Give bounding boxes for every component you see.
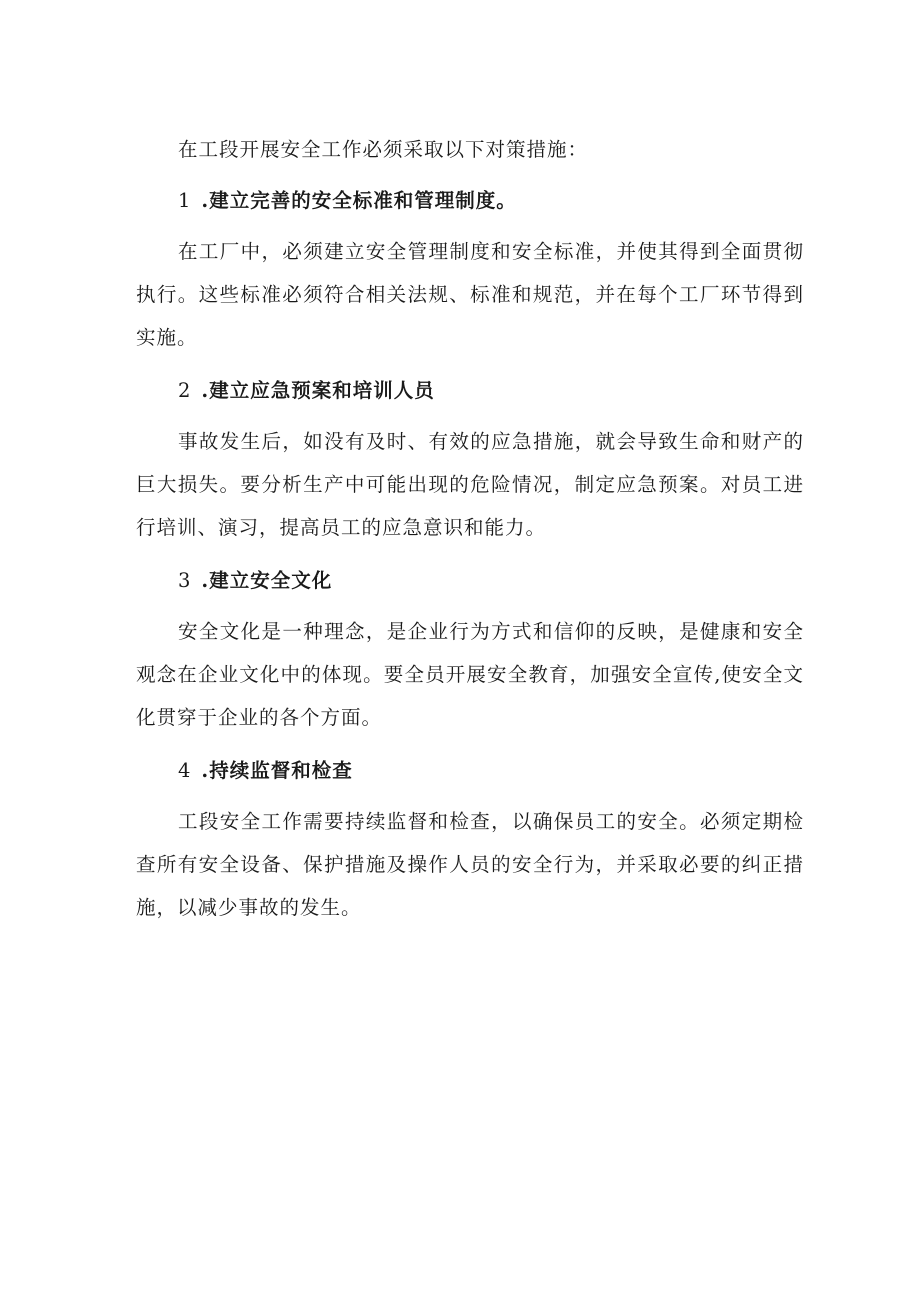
section-title: .建立完善的安全标准和管理制度。 xyxy=(201,189,517,212)
document-body xyxy=(136,128,804,939)
section-2 xyxy=(136,369,804,549)
section-title: .建立应急预案和培训人员 xyxy=(201,379,435,402)
section-body: 工段安全工作需要持续监督和检查，以确保员工的安全。必须定期检查所有安全设备、保护措施及操作人员的安全行为，并采取必要的纠正措施，以减少事故的发生。 xyxy=(136,810,804,919)
section-number: 4 xyxy=(178,759,192,782)
section-number: 1 xyxy=(178,189,192,212)
section-title: .持续监督和检查 xyxy=(201,759,353,782)
section-body: 在工厂中，必须建立安全管理制度和安全标准，并使其得到全面贯彻执行。这些标准必须符合相关法规、标准和规范，并在每个工厂环节得到实施。 xyxy=(136,240,804,349)
intro-paragraph: 在工段开展安全工作必须采取以下对策措施： xyxy=(178,138,589,161)
section-body: 安全文化是一种理念，是企业行为方式和信仰的反映，是健康和安全观念在企业文化中的体现。要全员开展安全教育，加强安全宣传,使安全文化贯穿于企业的各个方面。 xyxy=(136,620,804,729)
section-number: 2 xyxy=(178,379,192,402)
section-1 xyxy=(136,179,804,359)
section-3 xyxy=(136,559,804,739)
section-heading xyxy=(136,749,804,792)
section-title: .建立安全文化 xyxy=(201,569,333,592)
section-body: 事故发生后，如没有及时、有效的应急措施，就会导致生命和财产的巨大损失。要分析生产中可能出现的危险情况，制定应急预案。对员工进行培训、演习，提高员工的应急意识和能力。 xyxy=(136,430,804,539)
section-heading xyxy=(136,369,804,412)
section-heading xyxy=(136,559,804,602)
section-heading xyxy=(136,179,804,222)
section-4 xyxy=(136,749,804,929)
section-number: 3 xyxy=(178,569,192,592)
